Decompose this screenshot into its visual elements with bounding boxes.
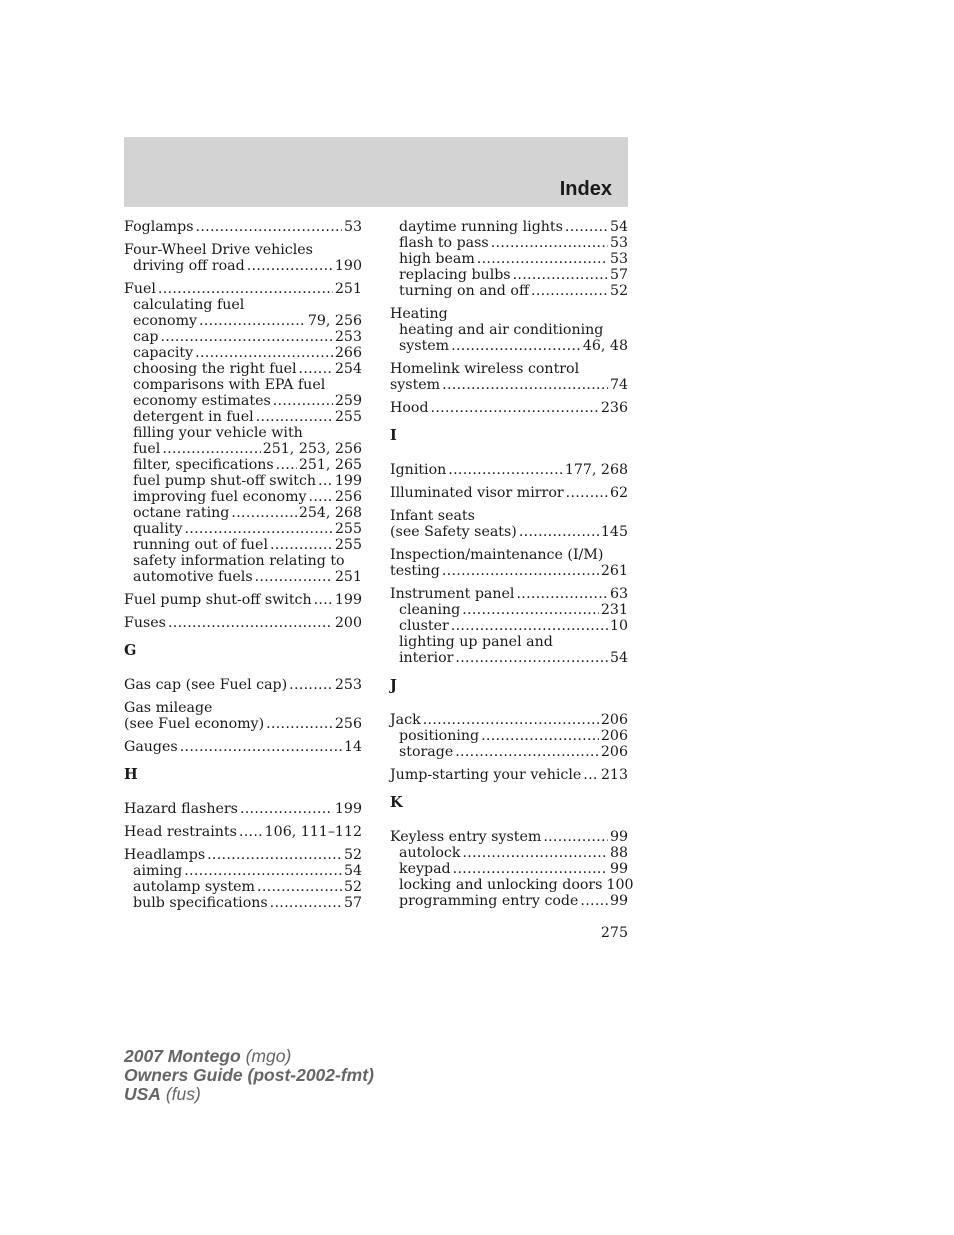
dot-leader bbox=[453, 861, 608, 877]
index-term-text: Homelink wireless control bbox=[390, 361, 580, 377]
dot-leader bbox=[231, 505, 296, 521]
dot-leader bbox=[314, 592, 333, 608]
header-band bbox=[124, 137, 628, 207]
index-subentry bbox=[390, 877, 634, 893]
index-page-ref: 251 bbox=[334, 569, 362, 585]
index-page-ref: 254, 268 bbox=[298, 505, 362, 521]
index-entry bbox=[124, 219, 362, 235]
dot-leader bbox=[442, 377, 608, 393]
dot-leader bbox=[519, 524, 599, 540]
index-term-text: fuel pump shut-off switch bbox=[133, 473, 317, 489]
dot-leader bbox=[451, 338, 581, 354]
index-page-ref: 99 bbox=[609, 893, 628, 909]
index-term bbox=[390, 563, 628, 579]
index-entry bbox=[124, 592, 362, 608]
index-term-text: testing bbox=[390, 563, 440, 579]
index-subentry bbox=[124, 521, 362, 537]
index-subentry bbox=[390, 283, 628, 299]
index-term-text: detergent in fuel bbox=[133, 409, 254, 425]
index-page-ref: 54 bbox=[609, 219, 628, 235]
index-term bbox=[390, 712, 628, 728]
index-subentry bbox=[390, 602, 628, 618]
index-subentry bbox=[124, 258, 362, 274]
index-term bbox=[390, 508, 628, 524]
index-term-text: Fuel bbox=[124, 281, 156, 297]
index-subentry bbox=[390, 618, 628, 634]
dot-leader bbox=[158, 281, 333, 297]
index-subentry bbox=[124, 441, 362, 457]
index-term bbox=[124, 824, 362, 840]
index-page-ref: 253 bbox=[334, 677, 362, 693]
index-page-ref: 251 bbox=[334, 281, 362, 297]
index-term-text: fuel bbox=[133, 441, 161, 457]
dot-leader bbox=[270, 537, 333, 553]
index-term-text: filling your vehicle with bbox=[133, 425, 303, 441]
index-term bbox=[124, 801, 362, 817]
index-term-text: Gas cap (see Fuel cap) bbox=[124, 677, 288, 693]
index-term-text: Gauges bbox=[124, 739, 178, 755]
index-subentry bbox=[124, 863, 362, 879]
index-term-text: cap bbox=[133, 329, 159, 345]
index-subentry bbox=[124, 489, 362, 505]
dot-leader bbox=[247, 258, 333, 274]
index-page-ref: 255 bbox=[334, 409, 362, 425]
page-title: Index bbox=[559, 178, 612, 200]
dot-leader bbox=[195, 345, 333, 361]
index-page-ref: 53 bbox=[609, 251, 628, 267]
index-term bbox=[124, 716, 362, 732]
dot-leader bbox=[431, 400, 599, 416]
index-page-ref: 57 bbox=[609, 267, 628, 283]
index-page-ref: 100 bbox=[606, 877, 634, 893]
index-page-ref: 10 bbox=[609, 618, 628, 634]
index-term-text: Jack bbox=[390, 712, 421, 728]
index-subentry bbox=[124, 553, 362, 569]
index-term-text: turning on and off bbox=[399, 283, 530, 299]
index-entry bbox=[124, 739, 362, 755]
index-page-ref: 54 bbox=[609, 650, 628, 666]
index-term-text: programming entry code bbox=[399, 893, 579, 909]
index-entry bbox=[124, 700, 362, 732]
index-page-ref: 261 bbox=[600, 563, 628, 579]
index-page-ref: 253 bbox=[334, 329, 362, 345]
index-page-ref: 213 bbox=[600, 767, 628, 783]
footer-model: 2007 Montego bbox=[124, 1046, 241, 1066]
index-term bbox=[124, 700, 362, 716]
index-column-right bbox=[390, 219, 634, 916]
index-term-text: (see Fuel economy) bbox=[124, 716, 265, 732]
index-term bbox=[124, 281, 362, 297]
index-term-text: improving fuel economy bbox=[133, 489, 307, 505]
index-entry bbox=[124, 281, 362, 585]
index-subentry bbox=[124, 297, 362, 313]
index-subentry bbox=[124, 537, 362, 553]
index-page-ref: 74 bbox=[609, 377, 628, 393]
index-term-text: storage bbox=[399, 744, 454, 760]
index-entry bbox=[390, 462, 628, 478]
index-entry bbox=[124, 801, 362, 817]
dot-leader bbox=[566, 485, 608, 501]
index-page-ref: 206 bbox=[600, 728, 628, 744]
index-entry bbox=[390, 547, 628, 579]
index-subentry bbox=[390, 338, 628, 354]
index-page-ref: 79, 256 bbox=[307, 313, 362, 329]
index-page-ref: 206 bbox=[600, 712, 628, 728]
dot-leader bbox=[266, 716, 333, 732]
index-subentry bbox=[124, 879, 362, 895]
footer-market-code: (fus) bbox=[165, 1084, 201, 1104]
index-term-text: high beam bbox=[399, 251, 475, 267]
index-term bbox=[390, 361, 628, 377]
index-page-ref: 199 bbox=[334, 473, 362, 489]
index-term-text: Fuel pump shut-off switch bbox=[124, 592, 312, 608]
index-term-text: automotive fuels bbox=[133, 569, 253, 585]
index-page-ref: 266 bbox=[334, 345, 362, 361]
index-term-text: keypad bbox=[399, 861, 451, 877]
index-entry bbox=[390, 829, 634, 909]
index-term-text: interior bbox=[399, 650, 454, 666]
index-subentry bbox=[124, 377, 362, 393]
index-page-ref: 88 bbox=[609, 845, 628, 861]
dot-leader bbox=[516, 586, 607, 602]
dot-leader bbox=[583, 767, 599, 783]
index-term-text: Head restraints bbox=[124, 824, 237, 840]
index-subentry bbox=[124, 313, 362, 329]
index-subentry bbox=[390, 650, 628, 666]
index-term-text: quality bbox=[133, 521, 183, 537]
index-entry bbox=[390, 508, 628, 540]
dot-leader bbox=[168, 615, 333, 631]
index-page-ref: 256 bbox=[334, 716, 362, 732]
index-entry bbox=[124, 847, 362, 911]
index-term-text: Jump-starting your vehicle bbox=[390, 767, 582, 783]
index-term bbox=[124, 677, 362, 693]
index-page-ref: 63 bbox=[609, 586, 628, 602]
page-number: 275 bbox=[600, 925, 628, 941]
index-term-text: driving off road bbox=[133, 258, 245, 274]
index-subentry bbox=[390, 893, 628, 909]
index-entry bbox=[390, 767, 628, 783]
dot-leader bbox=[455, 650, 608, 666]
index-page-ref: 14 bbox=[343, 739, 362, 755]
index-subentry bbox=[390, 861, 628, 877]
index-letter-heading: G bbox=[124, 642, 137, 659]
index-term-text: Hood bbox=[390, 400, 429, 416]
index-subentry bbox=[124, 895, 362, 911]
index-entry bbox=[390, 400, 628, 416]
dot-leader bbox=[531, 283, 608, 299]
index-letter-heading: K bbox=[390, 794, 403, 811]
index-term-text: positioning bbox=[399, 728, 480, 744]
index-page-ref: 199 bbox=[334, 592, 362, 608]
index-letter-heading: J bbox=[390, 677, 397, 694]
index-term-text: Fuses bbox=[124, 615, 166, 631]
index-subentry bbox=[124, 473, 362, 489]
dot-leader bbox=[451, 618, 608, 634]
dot-leader bbox=[491, 235, 608, 251]
index-term bbox=[390, 306, 628, 322]
index-term bbox=[390, 586, 628, 602]
index-term-text: Four-Wheel Drive vehicles bbox=[124, 242, 313, 258]
index-term-text: Infant seats bbox=[390, 508, 475, 524]
index-term-text: replacing bulbs bbox=[399, 267, 511, 283]
dot-leader bbox=[448, 462, 563, 478]
index-subentry bbox=[390, 251, 628, 267]
index-term-text: cleaning bbox=[399, 602, 461, 618]
index-entry bbox=[124, 824, 362, 840]
footer bbox=[124, 1047, 374, 1104]
index-page-ref: 251, 265 bbox=[298, 457, 362, 473]
index-subentry bbox=[390, 728, 628, 744]
index-entry bbox=[124, 242, 362, 274]
index-page-ref: 255 bbox=[334, 537, 362, 553]
index-term bbox=[390, 547, 628, 563]
index-term-text: lighting up panel and bbox=[399, 634, 553, 650]
index-term bbox=[124, 592, 362, 608]
dot-leader bbox=[184, 863, 342, 879]
index-subentry bbox=[390, 744, 628, 760]
index-term bbox=[390, 485, 628, 501]
dot-leader bbox=[276, 457, 297, 473]
index-term-text: cluster bbox=[399, 618, 449, 634]
index-term-text: Ignition bbox=[390, 462, 447, 478]
dot-leader bbox=[477, 251, 608, 267]
index-entry bbox=[390, 306, 628, 354]
index-subentry bbox=[390, 634, 628, 650]
index-term bbox=[390, 767, 628, 783]
index-page-ref: 52 bbox=[343, 847, 362, 863]
index-page-ref: 145 bbox=[600, 524, 628, 540]
index-term-text: autolamp system bbox=[133, 879, 256, 895]
index-term bbox=[124, 847, 362, 863]
index-subentry bbox=[390, 235, 628, 251]
index-page-ref: 254 bbox=[334, 361, 362, 377]
index-page-ref: 53 bbox=[343, 219, 362, 235]
dot-leader bbox=[196, 219, 342, 235]
dot-leader bbox=[462, 845, 607, 861]
dot-leader bbox=[239, 824, 263, 840]
index-letter-heading: I bbox=[390, 427, 397, 444]
index-page-ref: 256 bbox=[334, 489, 362, 505]
index-letter-heading: H bbox=[124, 766, 138, 783]
index-subentry bbox=[390, 267, 628, 283]
index-entry bbox=[124, 615, 362, 631]
dot-leader bbox=[180, 739, 342, 755]
index-page-ref: 190 bbox=[334, 258, 362, 274]
index-term bbox=[124, 219, 362, 235]
index-subentry bbox=[124, 329, 362, 345]
index-term-text: system bbox=[390, 377, 441, 393]
index-page-ref: 99 bbox=[609, 829, 628, 845]
dot-leader bbox=[199, 313, 306, 329]
index-term-text: choosing the right fuel bbox=[133, 361, 297, 377]
index-subentry bbox=[124, 361, 362, 377]
index-term-text: running out of fuel bbox=[133, 537, 268, 553]
index-subentry bbox=[124, 425, 362, 441]
dot-leader bbox=[162, 441, 260, 457]
index-page-ref: 54 bbox=[343, 863, 362, 879]
index-entry bbox=[390, 712, 628, 760]
index-term-text: Headlamps bbox=[124, 847, 206, 863]
index-term bbox=[390, 829, 628, 845]
index-term bbox=[124, 242, 362, 258]
dot-leader bbox=[462, 602, 599, 618]
index-page-ref: 236 bbox=[600, 400, 628, 416]
footer-market: USA bbox=[124, 1084, 161, 1104]
dot-leader bbox=[184, 521, 332, 537]
index-term-text: filter, specifications bbox=[133, 457, 274, 473]
index-term bbox=[390, 524, 628, 540]
index-term-text: heating and air conditioning bbox=[399, 322, 604, 338]
index-subentry bbox=[390, 322, 628, 338]
index-subentry bbox=[124, 569, 362, 585]
dot-leader bbox=[455, 744, 599, 760]
index-term-text: (see Safety seats) bbox=[390, 524, 517, 540]
dot-leader bbox=[270, 895, 342, 911]
index-term bbox=[390, 377, 628, 393]
index-term-text: aiming bbox=[133, 863, 183, 879]
index-term-text: capacity bbox=[133, 345, 194, 361]
index-term-text: Foglamps bbox=[124, 219, 194, 235]
index-page-ref: 259 bbox=[334, 393, 362, 409]
index-term-text: Instrument panel bbox=[390, 586, 515, 602]
index-subentry bbox=[124, 409, 362, 425]
index-term-text: bulb specifications bbox=[133, 895, 268, 911]
dot-leader bbox=[256, 409, 333, 425]
footer-model-code: (mgo) bbox=[245, 1046, 292, 1066]
index-page-ref: 53 bbox=[609, 235, 628, 251]
index-term bbox=[390, 400, 628, 416]
index-page-ref: 57 bbox=[343, 895, 362, 911]
index-page-ref: 62 bbox=[609, 485, 628, 501]
dot-leader bbox=[565, 219, 608, 235]
index-subentry bbox=[124, 505, 362, 521]
index-term-text: flash to pass bbox=[399, 235, 489, 251]
index-entry bbox=[390, 485, 628, 501]
index-term-text: octane rating bbox=[133, 505, 230, 521]
dot-leader bbox=[423, 712, 599, 728]
index-term-text: Keyless entry system bbox=[390, 829, 542, 845]
index-page-ref: 199 bbox=[334, 801, 362, 817]
dot-leader bbox=[309, 489, 333, 505]
index-term bbox=[124, 739, 362, 755]
index-entry bbox=[390, 219, 628, 299]
dot-leader bbox=[255, 569, 333, 585]
index-term bbox=[390, 462, 628, 478]
index-column-left bbox=[124, 219, 362, 918]
index-page-ref: 99 bbox=[609, 861, 628, 877]
dot-leader bbox=[240, 801, 333, 817]
dot-leader bbox=[299, 361, 333, 377]
index-term-text: economy estimates bbox=[133, 393, 271, 409]
index-page-ref: 231 bbox=[600, 602, 628, 618]
index-page-ref: 206 bbox=[600, 744, 628, 760]
index-page-ref: 46, 48 bbox=[582, 338, 628, 354]
index-term-text: economy bbox=[133, 313, 198, 329]
index-page-ref: 177, 268 bbox=[564, 462, 628, 478]
index-term-text: calculating fuel bbox=[133, 297, 245, 313]
dot-leader bbox=[289, 677, 333, 693]
index-page-ref: 255 bbox=[334, 521, 362, 537]
index-subentry bbox=[124, 457, 362, 473]
dot-leader bbox=[442, 563, 599, 579]
index-entry bbox=[390, 586, 628, 666]
index-entry bbox=[390, 361, 628, 393]
dot-leader bbox=[543, 829, 608, 845]
index-subentry bbox=[390, 219, 628, 235]
index-page-ref: 52 bbox=[609, 283, 628, 299]
index-term-text: daytime running lights bbox=[399, 219, 563, 235]
dot-leader bbox=[318, 473, 333, 489]
index-term-text: Illuminated visor mirror bbox=[390, 485, 564, 501]
dot-leader bbox=[257, 879, 342, 895]
index-term-text: Hazard flashers bbox=[124, 801, 238, 817]
index-subentry bbox=[124, 393, 362, 409]
dot-leader bbox=[481, 728, 599, 744]
dot-leader bbox=[207, 847, 342, 863]
dot-leader bbox=[273, 393, 333, 409]
index-page-ref: 200 bbox=[334, 615, 362, 631]
index-term-text: Inspection/maintenance (I/M) bbox=[390, 547, 604, 563]
dot-leader bbox=[580, 893, 608, 909]
index-term-text: Heating bbox=[390, 306, 448, 322]
index-page-ref: 251, 253, 256 bbox=[262, 441, 362, 457]
index-term-text: system bbox=[399, 338, 450, 354]
index-term-text: Gas mileage bbox=[124, 700, 213, 716]
index-page-ref: 52 bbox=[343, 879, 362, 895]
index-page-ref: 106, 111–112 bbox=[264, 824, 362, 840]
index-subentry bbox=[124, 345, 362, 361]
index-term bbox=[124, 615, 362, 631]
index-term-text: locking and unlocking doors bbox=[399, 877, 603, 893]
footer-guide: Owners Guide (post-2002-fmt) bbox=[124, 1065, 374, 1085]
index-term-text: safety information relating to bbox=[133, 553, 345, 569]
index-entry bbox=[124, 677, 362, 693]
dot-leader bbox=[513, 267, 608, 283]
index-term-text: autolock bbox=[399, 845, 461, 861]
dot-leader bbox=[161, 329, 333, 345]
index-term-text: comparisons with EPA fuel bbox=[133, 377, 326, 393]
index-subentry bbox=[390, 845, 628, 861]
